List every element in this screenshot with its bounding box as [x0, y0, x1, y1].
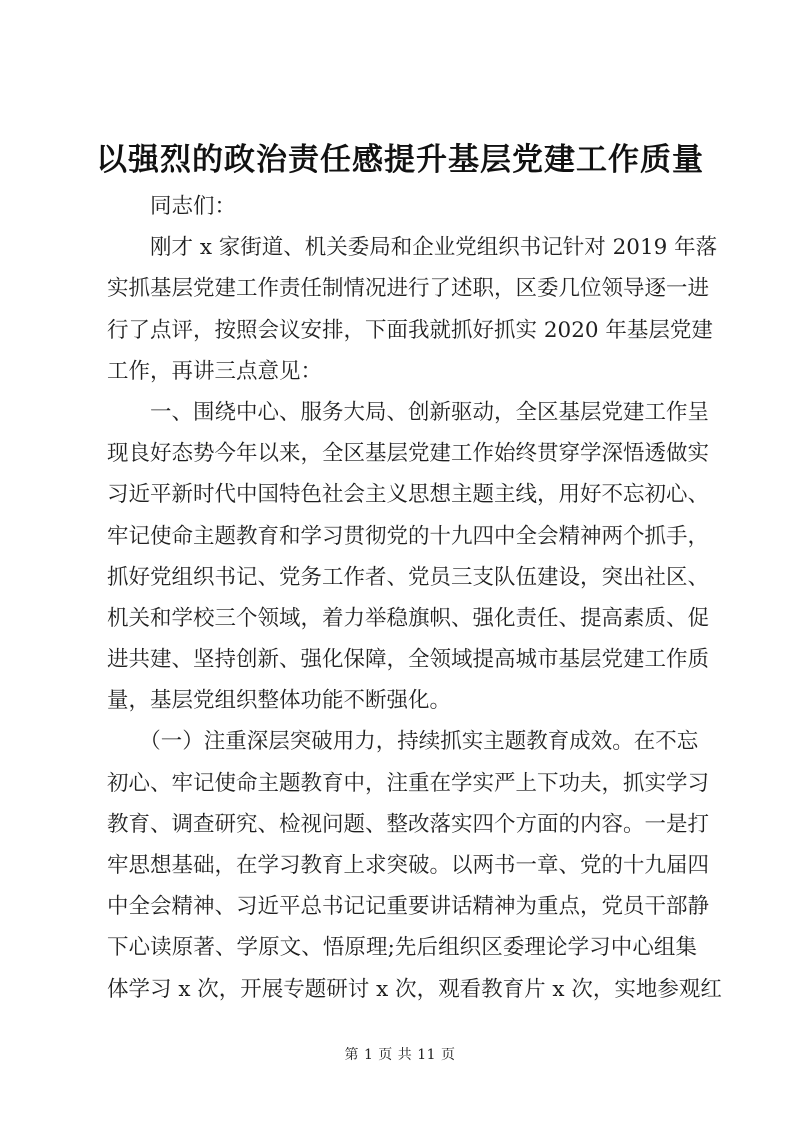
body-line: 牢思想基础，在学习教育上求突破。以两书一章、党的十九届四: [107, 853, 710, 878]
body-line: 一、围绕中心、服务大局、创新驱动，全区基层党建工作呈: [107, 399, 710, 425]
body-line: 同志们：: [107, 194, 237, 219]
body-line: 初心、牢记使命主题教育中，注重在学实严上下功夫，抓实学习: [107, 770, 710, 796]
body-line: 机关和学校三个领域，着力举稳旗帜、强化责任、提高素质、促: [107, 605, 710, 631]
body-line: 进共建、坚持创新、强化保障，全领域提高城市基层党建工作质: [107, 647, 710, 673]
body-line: 量，基层党组织整体功能不断强化。: [107, 688, 452, 714]
document-title: 以强烈的政治责任感提升基层党建工作质量: [96, 142, 704, 178]
body-line: 牢记使命主题教育和学习贯彻党的十九四中全会精神两个抓手，: [107, 523, 710, 549]
document-body: [107, 186, 722, 1010]
body-line: 行了点评，按照会议安排，下面我就抓好抓实 2020 年基层党建: [107, 317, 713, 343]
body-line: 教育、调查研究、检视问题、整改落实四个方面的内容。一是打: [107, 811, 710, 837]
body-line: 工作，再讲三点意见：: [107, 358, 323, 384]
body-line: 习近平新时代中国特色社会主义思想主题主线，用好不忘初心、: [107, 482, 710, 508]
body-line: （一）注重深层突破用力，持续抓实主题教育成效。在不忘: [107, 729, 699, 755]
body-line: 抓好党组织书记、党务工作者、党员三支队伍建设，突出社区、: [107, 564, 710, 590]
body-line: 现良好态势今年以来，全区基层党建工作始终贯穿学深悟透做实: [107, 441, 710, 467]
body-line: 实抓基层党建工作责任制情况进行了述职，区委几位领导逐一进: [107, 276, 710, 302]
page-footer: 第 1 页 共 11 页: [344, 1047, 456, 1063]
body-line: 刚才 x 家街道、机关委局和企业党组织书记针对 2019 年落: [107, 235, 718, 261]
body-line: 体学习 x 次，开展专题研讨 x 次，观看教育片 x 次，实地参观红: [107, 976, 722, 1002]
body-line: 下心读原著、学原文、悟原理;先后组织区委理论学习中心组集: [107, 935, 697, 961]
body-line: 中全会精神、习近平总书记记重要讲话精神为重点，党员干部静: [107, 894, 710, 920]
